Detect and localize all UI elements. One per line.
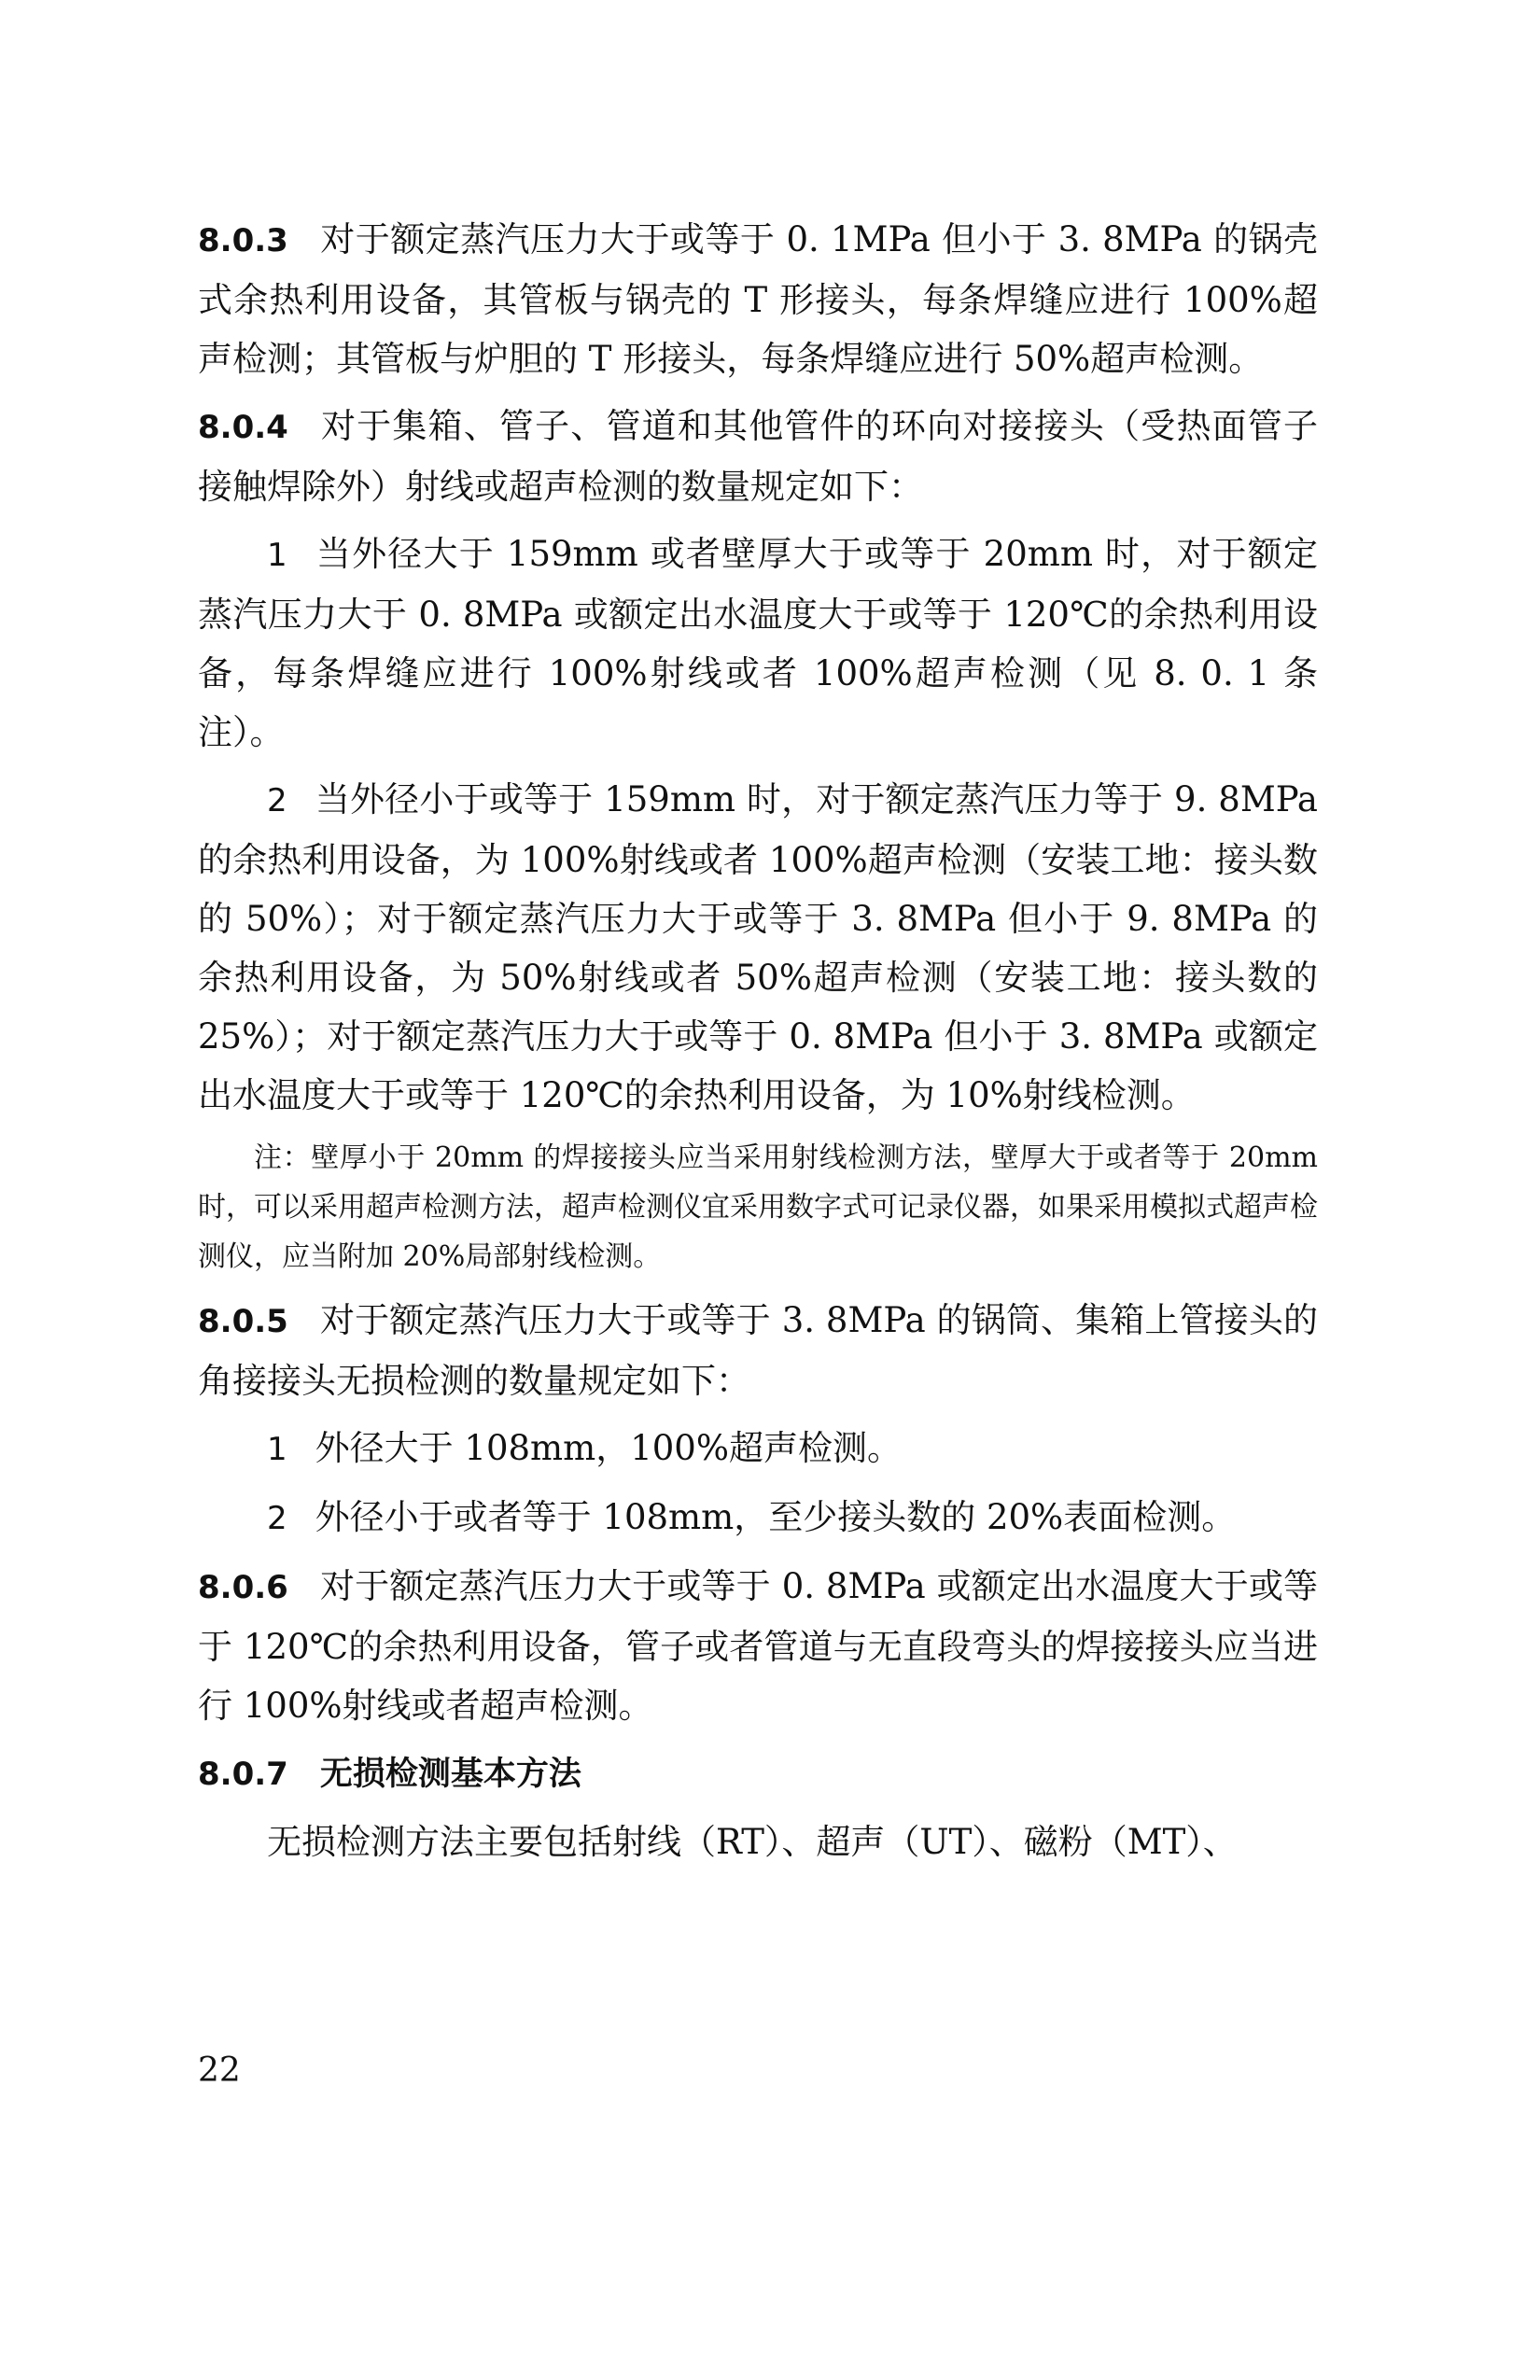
clause-number: 8.0.3: [198, 222, 288, 259]
clause-8-0-5: [198, 1291, 1318, 1410]
clause-number: 8.0.7: [198, 1756, 288, 1793]
item-number: 1: [267, 537, 287, 574]
clause-text: 对于额定蒸汽压力大于或等于 0. 8MPa 或额定出水温度大于或等于 120℃的余热利用设备，管子或者管道与无直段弯头的焊接接头应当进行 100%射线或者超声检测。: [198, 1566, 1318, 1726]
item-text: 当外径小于或等于 159mm 时，对于额定蒸汽压力等于 9. 8MPa 的余热利用设备，为 100%射线或者 100%超声检测（安装工地：接头数的 50%）；对于额定蒸汽压力大于或等于 3. 8MPa 但小于 9. 8MPa 的余热利用设备，为 50%射线或者 50%超声检测（安装工地：接头数的 25%）；对于额定蒸汽压力大于或等于 0. 8MPa 但小于 3. 8MPa 或额定出水温度大于或等于 120℃的余热利用设备，为 10%射线检测。: [198, 779, 1318, 1115]
item-text: 外径小于或者等于 108mm，至少接头数的 20%表面检测。: [315, 1497, 1237, 1537]
clause-number: 8.0.5: [198, 1303, 288, 1340]
clause-8-0-5-item-1: [198, 1419, 1318, 1479]
section-heading: 无损检测基本方法: [319, 1756, 581, 1793]
clause-8-0-4-item-2: [198, 770, 1318, 1125]
item-text: 外径大于 108mm，100%超声检测。: [315, 1428, 902, 1468]
clause-8-0-4-item-1: [198, 525, 1318, 762]
clause-number: 8.0.4: [198, 409, 288, 446]
page-number: 22: [198, 2051, 241, 2090]
clause-8-0-7-heading: [198, 1743, 1318, 1804]
clause-8-0-4: [198, 397, 1318, 516]
item-number: 1: [267, 1431, 287, 1468]
clause-8-0-7-text: 无损检测方法主要包括射线（RT）、超声（UT）、磁粉（MT）、: [267, 1822, 1238, 1862]
clause-8-0-3: [198, 210, 1318, 388]
clause-text: 对于额定蒸汽压力大于或等于 3. 8MPa 的锅筒、集箱上管接头的角接接头无损检测的数量规定如下：: [198, 1300, 1318, 1401]
clause-8-0-4-note: 注：壁厚小于 20mm 的焊接接头应当采用射线检测方法，壁厚大于或者等于 20mm 时，可以采用超声检测方法，超声检测仪宜采用数字式可记录仪器，如果采用模拟式超声检测仪，应当附加 20%局部射线检测。: [198, 1141, 1318, 1273]
item-number: 2: [267, 1500, 287, 1537]
clause-8-0-5-item-2: [198, 1488, 1318, 1548]
item-number: 2: [267, 782, 287, 819]
item-text: 当外径大于 159mm 或者壁厚大于或等于 20mm 时，对于额定蒸汽压力大于 0. 8MPa 或额定出水温度大于或等于 120℃的余热利用设备，每条焊缝应进行 100%射线或者 100%超声检测（见 8. 0. 1 条注）。: [198, 534, 1318, 752]
clause-8-0-6: [198, 1557, 1318, 1735]
clause-number: 8.0.6: [198, 1569, 288, 1606]
clause-text: 对于集箱、管子、管道和其他管件的环向对接接头（受热面管子接触焊除外）射线或超声检测的数量规定如下：: [198, 406, 1318, 507]
document-page: [198, 210, 1318, 1880]
clause-text: 对于额定蒸汽压力大于或等于 0. 1MPa 但小于 3. 8MPa 的锅壳式余热利用设备，其管板与锅壳的 T 形接头，每条焊缝应进行 100%超声检测；其管板与炉胆的 T 形接头，每条焊缝应进行 50%超声检测。: [198, 219, 1318, 379]
